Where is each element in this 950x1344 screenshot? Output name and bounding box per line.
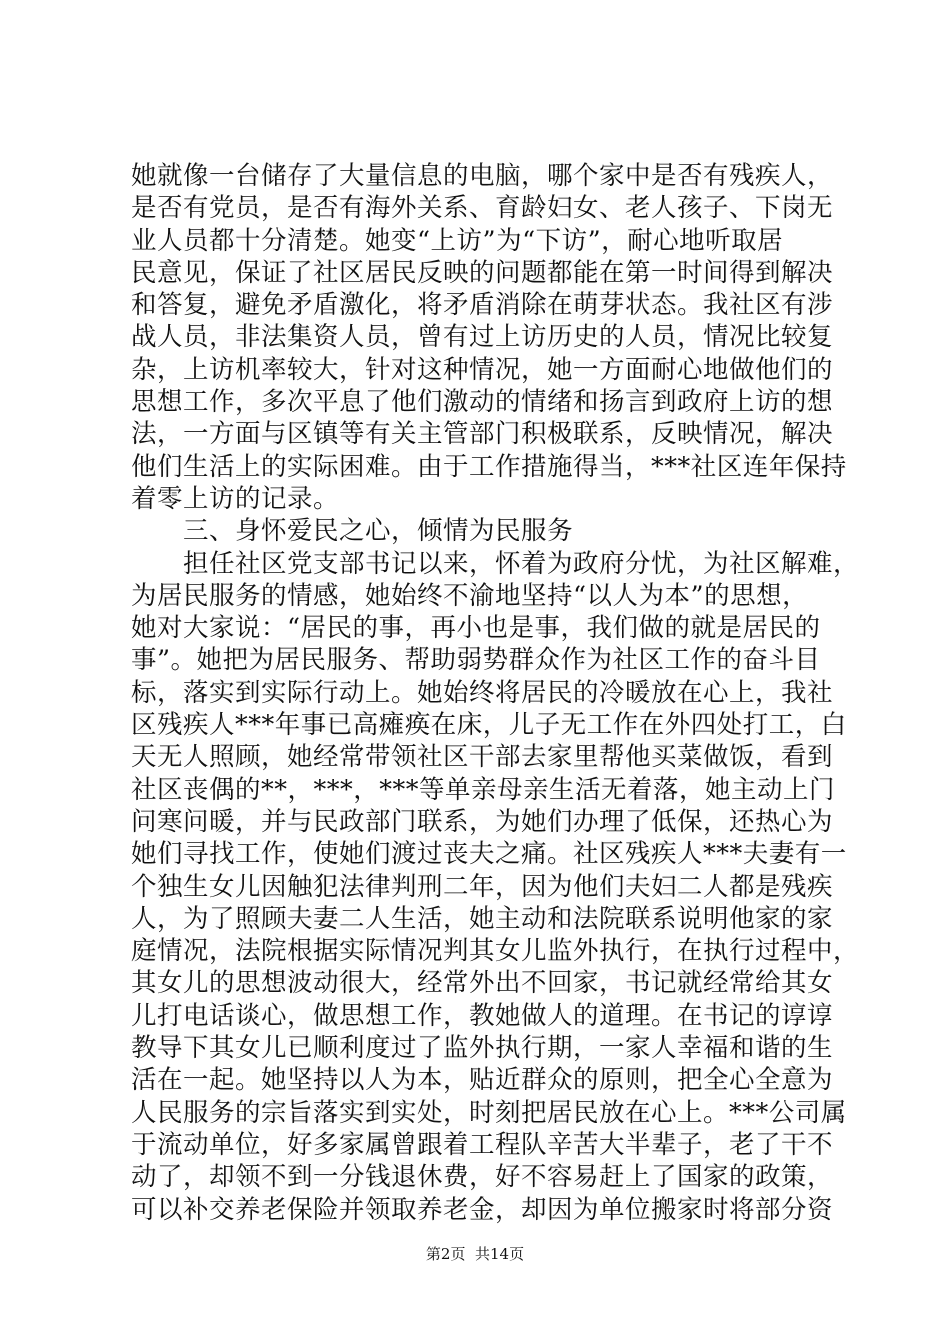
text-line: 天无人照顾，她经常带领社区干部去家里帮他买菜做饭，看到 — [131, 742, 834, 773]
text-line: 民意见，保证了社区居民反映的问题都能在第一时间得到解决 — [131, 257, 834, 288]
text-line: 儿打电话谈心，做思想工作，教她做人的道理。在书记的谆谆 — [131, 1000, 834, 1031]
text-line: 她们寻找工作，使她们渡过丧夫之痛。社区残疾人***夫妻有一 — [131, 839, 847, 870]
body-text — [131, 160, 860, 1226]
text-line: 事”。她把为居民服务、帮助弱势群众作为社区工作的奋斗目 — [131, 645, 821, 676]
text-line: 着零上访的记录。 — [131, 483, 340, 514]
text-line: 人民服务的宗旨落实到实处，时刻把居民放在心上。***公司属 — [131, 1097, 847, 1128]
text-line: 活在一起。她坚持以人为本，贴近群众的原则，把全心全意为 — [131, 1065, 834, 1096]
text-line: 他们生活上的实际困难。由于工作措施得当，***社区连年保持 — [131, 451, 847, 482]
text-line: 法，一方面与区镇等有关主管部门积极联系，反映情况，解决 — [131, 419, 834, 450]
text-line: 她就像一台储存了大量信息的电脑，哪个家中是否有残疾人， — [131, 161, 834, 191]
text-line: 区残疾人***年事已高瘫痪在床，儿子无工作在外四处打工，白 — [131, 710, 847, 741]
page-number-label: 第2页 共14页 — [425, 1245, 525, 1263]
text-line: 教导下其女儿已顺利度过了监外执行期，一家人幸福和谐的生 — [131, 1033, 834, 1064]
text-line: 担任社区党支部书记以来，怀着为政府分忧，为社区解难， — [131, 548, 860, 579]
text-line: 个独生女儿因触犯法律判刑二年，因为他们夫妇二人都是残疾 — [131, 871, 834, 902]
text-line: 业人员都十分清楚。她变“上访”为“下访”，耐心地听取居 — [131, 225, 784, 256]
text-line: 庭情况，法院根据实际情况判其女儿监外执行，在执行过程中， — [131, 936, 860, 967]
text-line: 杂，上访机率较大，针对这种情况，她一方面耐心地做他们的 — [131, 354, 834, 385]
text-line: 她对大家说：“居民的事，再小也是事，我们做的就是居民的 — [131, 613, 821, 644]
text-line: 人，为了照顾夫妻二人生活，她主动和法院联系说明他家的家 — [131, 903, 834, 934]
page-footer — [0, 1244, 950, 1264]
text-line: 社区丧偶的**，***，***等单亲母亲生活无着落，她主动上门 — [131, 774, 836, 805]
text-line: 问寒问暖，并与民政部门联系，为她们办理了低保，还热心为 — [131, 806, 834, 837]
text-line: 战人员，非法集资人员，曾有过上访历史的人员，情况比较复 — [131, 322, 834, 353]
text-line: 于流动单位，好多家属曾跟着工程队辛苦大半辈子，老了干不 — [131, 1129, 834, 1160]
text-line: 动了，却领不到一分钱退休费，好不容易赶上了国家的政策， — [131, 1162, 834, 1193]
text-line: 标，落实到实际行动上。她始终将居民的冷暖放在心上，我社 — [131, 677, 834, 708]
text-line: 其女儿的思想波动很大，经常外出不回家，书记就经常给其女 — [131, 968, 834, 999]
text-line: 是否有党员，是否有海外关系、育龄妇女、老人孩子、下岗无 — [131, 193, 834, 224]
text-line: 和答复，避免矛盾激化，将矛盾消除在萌芽状态。我社区有涉 — [131, 290, 834, 321]
text-line: 思想工作，多次平息了他们激动的情绪和扬言到政府上访的想 — [131, 387, 834, 418]
text-line: 三、身怀爱民之心，倾情为民服务 — [131, 516, 574, 547]
text-line: 为居民服务的情感，她始终不渝地坚持“以人为本”的思想， — [131, 580, 809, 611]
text-line: 可以补交养老保险并领取养老金，却因为单位搬家时将部分资 — [131, 1194, 834, 1225]
